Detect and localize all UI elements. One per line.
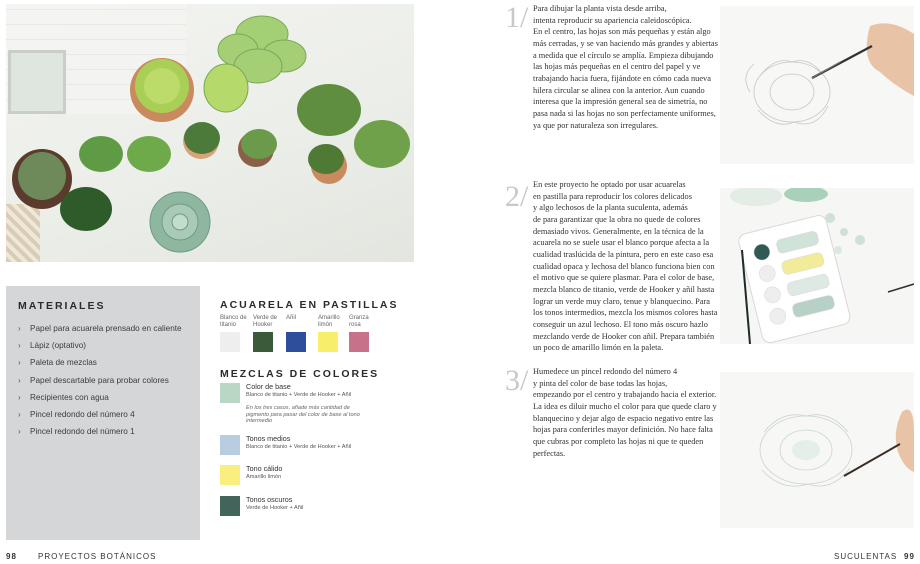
step-text-line: de para garantizar que la obra no quede de colores [533, 214, 701, 224]
step-text-line: cualidad traslúcida de la pintura, pero en este caso esa [533, 249, 714, 259]
materials-panel [6, 286, 200, 540]
mix-description: Amarillo limón [246, 474, 282, 480]
step-text-line: mezcla blanco de titanio, verde de Hooker y añil hasta [533, 284, 715, 294]
materials-item: › Papel descartable para probar colores [18, 372, 182, 389]
materials-list [18, 320, 182, 440]
materials-item: › Papel para acuarela prensado en caliente [18, 320, 182, 337]
mix-name: Tonos oscuros [246, 495, 293, 504]
swatch-chip [349, 332, 369, 352]
step-text-line: las hojas más pequeñas en el centro del papel y ve [533, 62, 701, 72]
mix-color-chip [220, 465, 240, 485]
chevron-right-icon: › [18, 324, 21, 333]
chevron-right-icon: › [18, 427, 21, 437]
step-text-line: hojas para conferirles mayor definición. No hace falta [533, 425, 713, 435]
mix-note: En los tres casos, añade más cantidad de pigmento para pasar del color de base al tono intermedio [246, 405, 360, 425]
materials-item: › Lápiz (optativo) [18, 337, 182, 354]
palette-illustration [720, 188, 914, 344]
chevron-right-icon: › [18, 358, 21, 368]
step-number: 3/ [505, 364, 529, 397]
step-text-line: y algo lechosos de la planta suculenta, además [533, 203, 688, 213]
step-text-line: el motivo que se quiere plasmar. Para el color de base, [533, 273, 715, 283]
chevron-right-icon: › [18, 375, 21, 385]
succulent-pots-illustration [6, 4, 414, 262]
step-text-line: en pastilla para reproducir los colores delicados [533, 191, 692, 201]
step-text-line: mezclando verde de Hooker con añil. Prepara también [533, 331, 715, 341]
step-text-line: acuarela no se suele usar el blanco porque afecta a la [533, 238, 710, 248]
materials-title: MATERIALES [18, 300, 106, 312]
materials-item: › Paleta de mezclas [18, 354, 182, 371]
mix-description: Blanco de titanio + Verde de Hooker + Añil [246, 444, 352, 450]
mix-name: Tono cálido [246, 464, 283, 473]
left-running-title: PROYECTOS BOTÁNICOS [38, 552, 157, 561]
right-running-title: SUCULENTAS [834, 552, 898, 561]
step3-photo [720, 372, 914, 528]
sketch-illustration [720, 6, 914, 164]
step1-photo [720, 6, 914, 164]
step-text-line: los tonos intermedios, mezcla los mismos colores hasta [533, 308, 718, 318]
step-text-line: hilera circular se alinea con la anterior. Aun cuando [533, 85, 705, 95]
materials-item: › Pincel redondo del número 1 [18, 423, 182, 440]
mezclas-title: MEZCLAS DE COLORES [220, 368, 380, 380]
step-number: 2/ [505, 180, 529, 213]
mix-item [220, 383, 410, 433]
step-text-line: a medida que el círculo se amplía. Empieza dibujando [533, 50, 714, 60]
mix-item [220, 496, 410, 518]
step-text [533, 179, 718, 354]
step-text-line: demasiado vivos. Generalmente, en la técnica de la [533, 226, 704, 236]
step-text-line: y pinta del color de base todas las hojas, [533, 378, 668, 388]
chevron-right-icon: › [18, 341, 21, 351]
step-text-line: empezando por el centro y trabajando hacia el exterior. [533, 390, 717, 400]
swatch-label: Amarillo limón [318, 315, 340, 328]
succulents-photo [6, 4, 414, 262]
acuarela-title: ACUARELA EN PASTILLAS [220, 299, 399, 311]
step-text-line: interesa que la impresión general sea de simetría, no [533, 97, 708, 107]
step-text-line: lograr un verde muy claro, tenue y blanquecino. Para [533, 296, 711, 306]
mix-description: Verde de Hooker + Añil [246, 505, 304, 511]
materials-item: › Recipientes con agua [18, 389, 182, 406]
swatch-chip [253, 332, 273, 352]
step-text-line: cualidad opaca y lechosa del blanco funciona bien con [533, 261, 715, 271]
chevron-right-icon: › [18, 392, 21, 402]
step-text-line: intenta reproducir su apariencia caleidoscópica. [533, 15, 692, 25]
swatch-label: Granza rosa [349, 315, 369, 328]
swatch-label: Verde de Hooker [253, 315, 278, 328]
painting-illustration [720, 372, 914, 528]
mix-color-chip [220, 435, 240, 455]
left-page-number: 98 [6, 552, 17, 561]
step-text-line: que cubras por completo las hojas ni que te queden [533, 436, 704, 446]
step-text-line: un poco de amarillo limón en la paleta. [533, 343, 664, 353]
step-text-line: La idea es diluir mucho el color para que quede claro y [533, 401, 717, 411]
mix-description: Blanco de titanio + Verde de Hooker + Añil [246, 392, 352, 398]
mix-name: Tonos medios [246, 434, 291, 443]
step-text-line: blanquecino y dejar algo de espacio negativo entre las [533, 413, 714, 423]
step-text-line: más cerradas, y se van haciendo más grandes y abiertas [533, 38, 718, 48]
mix-color-chip [220, 496, 240, 516]
swatch-chip [318, 332, 338, 352]
swatch-label: Añil [286, 315, 297, 321]
mix-item [220, 435, 410, 461]
step-text-line: pasa nada si las hojas no son perfectamente uniformes, [533, 108, 716, 118]
step-text-line: ya que por naturaleza son irregulares. [533, 120, 659, 130]
step-text-line: En este proyecto he optado por usar acuarelas [533, 180, 686, 189]
step-text-line: Para dibujar la planta vista desde arriba, [533, 4, 667, 13]
mix-item [220, 465, 410, 487]
chevron-right-icon: › [18, 409, 21, 419]
swatch-label: Blanco de titanio [220, 315, 247, 328]
step-text [533, 3, 718, 131]
mix-name: Color de base [246, 382, 291, 391]
step-text-line: perfectas. [533, 448, 566, 458]
swatch-chip [286, 332, 306, 352]
step2-photo [720, 188, 914, 344]
step-text-line: conseguir un azul lechoso. El tono más oscuro hazlo [533, 319, 708, 329]
step-text [533, 366, 717, 459]
swatch-chip [220, 332, 240, 352]
materials-item: › Pincel redondo del número 4 [18, 406, 182, 423]
right-page-number: 99 [904, 552, 915, 561]
step-text-line: Humedece un pincel redondo del número 4 [533, 367, 678, 376]
mix-color-chip [220, 383, 240, 403]
step-text-line: En el centro, las hojas son más pequeñas y están algo [533, 27, 711, 37]
step-text-line: trabajando hacia fuera, fijándote en cómo cada nueva [533, 73, 711, 83]
step-number: 1/ [505, 1, 529, 34]
